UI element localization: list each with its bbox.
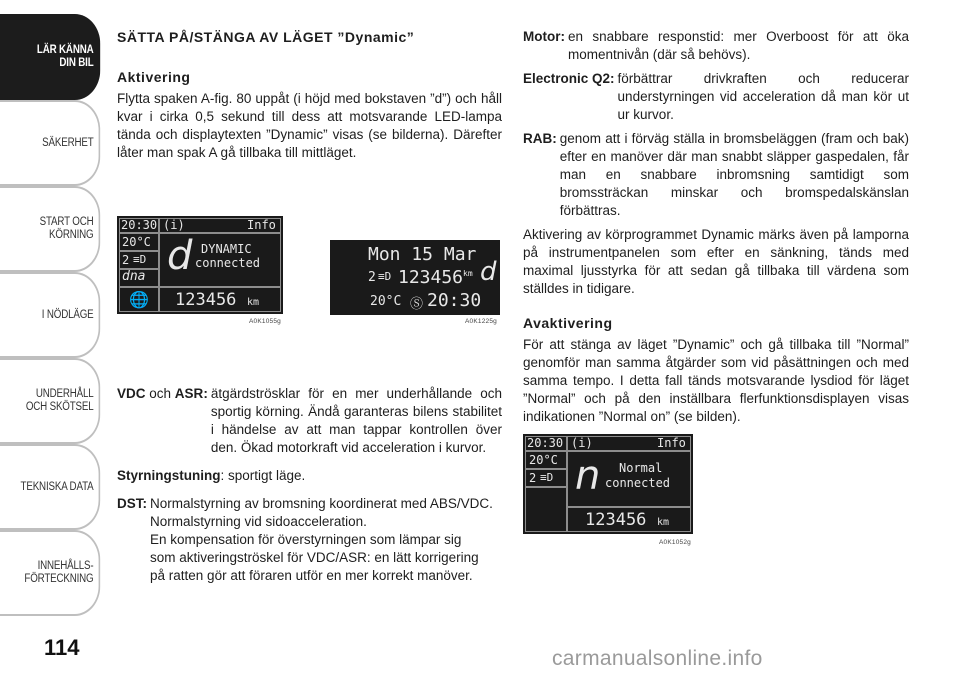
deactivation-title: Avaktivering [523, 315, 613, 331]
section-heading: SÄTTA PÅ/STÄNGA AV LÄGET ”Dynamic” [117, 29, 415, 45]
tab-i-nodlage[interactable]: I NÖDLÄGE [0, 272, 100, 358]
dst-line-1: Normalstyrning av bromsning koordinerat med ABS/VDC. [150, 496, 493, 511]
figure-caption-2: A0K1225g [465, 318, 497, 325]
odometer-unit: km [247, 297, 260, 308]
activation-note: Aktivering av körprogrammet Dynamic märks även på lamporna på instrumentpanelen som efter en sänkning, tänds med maximal ljusstyrka för att sedan gå tillbaka till värdena som ställdes in tidigare. [523, 227, 909, 296]
left-column-lower [117, 385, 502, 591]
rab-text: genom att i förväg ställa in bromsbeläggen (fram och bak) efter en manöver där man snabbt släpper gaspedalen, får man en snabbare inbromsning samtidigt som bromssträckan minskar och bromspedalskänslan förbättras. [559, 131, 909, 218]
dst-term: DST: Normalstyrning av bromsning koordinerat med ABS/VDC. Normalstyrning vid sidoacceleration. En kompensation för överstyrningen som lämpar sig som aktiveringströskel för VDC/ASR: en lätt korrigering på ratten gör att föraren utför en mer korrekt manöver. [117, 495, 502, 585]
tab-sakerhet[interactable]: SÄKERHET [0, 100, 100, 186]
headlight-icon: ≡D [378, 270, 392, 283]
display-info-label: Info [247, 218, 276, 232]
mode-letter: d [480, 257, 497, 287]
mode-line2: connected [195, 256, 261, 270]
display-dynamic [117, 216, 283, 314]
eq2-text: förbättrar drivkraften och reducerar understyrningen vid acceleration då man kör ut ur kurvor. [617, 71, 909, 122]
mode-line2: connected [605, 476, 671, 490]
watermark: carmanualsonline.info [552, 647, 763, 670]
tab-innehallsforteckning[interactable]: INNEHÅLLS- FÖRTECKNING [0, 530, 100, 616]
display-temp: 20°C [122, 235, 151, 249]
chapter-sidebar [0, 14, 101, 616]
vdc-asr-term: VDC och ASR: ätgärdströsklar för en mer underhållande och sportig körning. Ändå garanteras bilens stabilitet i händelse av att man tappar kontrollen över den. Ökad motorkraft vid acceleration i kurvor. [117, 386, 502, 455]
display-temp: 20°C [529, 453, 558, 467]
steering-term: Styrningstuning: sportigt läge. [117, 468, 306, 483]
mode-line1: Normal [619, 461, 663, 475]
dna-label: dna [122, 269, 146, 284]
vdc-asr-text: ätgärdströsklar för en mer underhållande och sportig körning. Ändå garanteras bilens stabilitet i händelse av att man tappar kontrollen över den. Ökad motorkraft vid acceleration i kurvor. [210, 386, 502, 455]
display-time: 20:30 [427, 290, 482, 311]
motor-text: en snabbare responstid: mer Overboost för att öka momentnivån (där så behövs). [568, 29, 909, 62]
display-temp: 20°C [370, 294, 402, 309]
odometer: 123456 [398, 267, 464, 288]
tab-underhall-och-skotsel[interactable]: UNDERHÅLL OCH SKÖTSEL [0, 358, 100, 444]
display-info-label: Info [657, 436, 686, 450]
figure-caption-1: A0K1055g [249, 318, 281, 325]
deactivation-text: För att stänga av läget ”Dynamic” och gå tillbaka till ”Normal” genomför man samma åtgärder som vid påsättningen och med samma tempo. I detta fall tänds motsvarande lysdiod för läget ”Normal” och på den inställbara flerfunktionsdisplayen visas indikationen ”Normal on” (se bilden). [523, 337, 909, 424]
dst-line-4: som aktiveringströskel för VDC/ASR: en lätt korrigering [150, 550, 479, 565]
left-column [117, 28, 502, 162]
tab-lar-kanna-din-bil[interactable]: LÄR KÄNNA DIN BIL [0, 14, 100, 100]
info-icon: (i) [571, 436, 593, 450]
rab-term: RAB: genom att i förväg ställa in bromsbeläggen (fram och bak) efter en manöver där man snabbt släpper gaspedalen, får man en snabbare inbromsning samtidigt som bromssträckan minskar och bromspedalskänslan förbättras. [523, 131, 909, 218]
mode-letter: d [167, 233, 193, 279]
figure-caption-3: A0K1052g [659, 539, 691, 546]
motor-term: Motor: en snabbare responstid: mer Overboost för att öka momentnivån (där så behövs). [523, 29, 909, 62]
display-gear: 2 [529, 471, 537, 485]
headlight-icon: ≡D [133, 253, 147, 266]
mode-letter: n [575, 453, 601, 499]
eq2-term: Electronic Q2: förbättrar drivkraften och reducerar understyrningen vid acceleration då man kör ut ur kurvor. [523, 71, 909, 122]
info-icon: (i) [163, 218, 185, 232]
display-gear: 2 [368, 270, 376, 285]
odometer-unit: km [657, 517, 670, 528]
display-date: Mon 15 Mar [368, 244, 477, 265]
globe-icon: 🌐 [129, 290, 149, 309]
display-time: 20:30 [527, 436, 564, 450]
right-column [523, 28, 909, 426]
dst-line-2: Normalstyrning vid sidoacceleration. [150, 514, 367, 529]
display-gear: 2 [122, 253, 130, 267]
display-cluster [330, 240, 500, 315]
page-number: 114 [44, 635, 80, 660]
dst-line-5: på ratten gör att föraren utför en mer korrekt manöver. [150, 568, 473, 583]
speed-limit-icon: Ⓢ [410, 297, 424, 312]
activation-title: Aktivering [117, 69, 191, 85]
tab-start-och-korning[interactable]: START OCH KÖRNING [0, 186, 100, 272]
odometer: 123456 [175, 290, 237, 310]
odometer-unit: km [463, 269, 473, 278]
tab-tekniska-data[interactable]: TEKNISKA DATA [0, 444, 100, 530]
activation-text: Flytta spaken A-fig. 80 uppåt (i höjd med bokstaven ”d”) och håll kvar i cirka 0,5 sekund till dess att motsvarande LED-lampa tända och displaytexten ”Dynamic” visas (se bilderna). Därefter låter man spak A gå tillbaka till mittläget. [117, 91, 502, 160]
display-time: 20:30 [121, 218, 158, 232]
headlight-icon: ≡D [540, 471, 554, 484]
display-normal [523, 434, 693, 534]
odometer: 123456 [585, 510, 647, 530]
dst-line-3: En kompensation för överstyrningen som lämpar sig [150, 532, 462, 547]
mode-line1: DYNAMIC [201, 242, 252, 256]
